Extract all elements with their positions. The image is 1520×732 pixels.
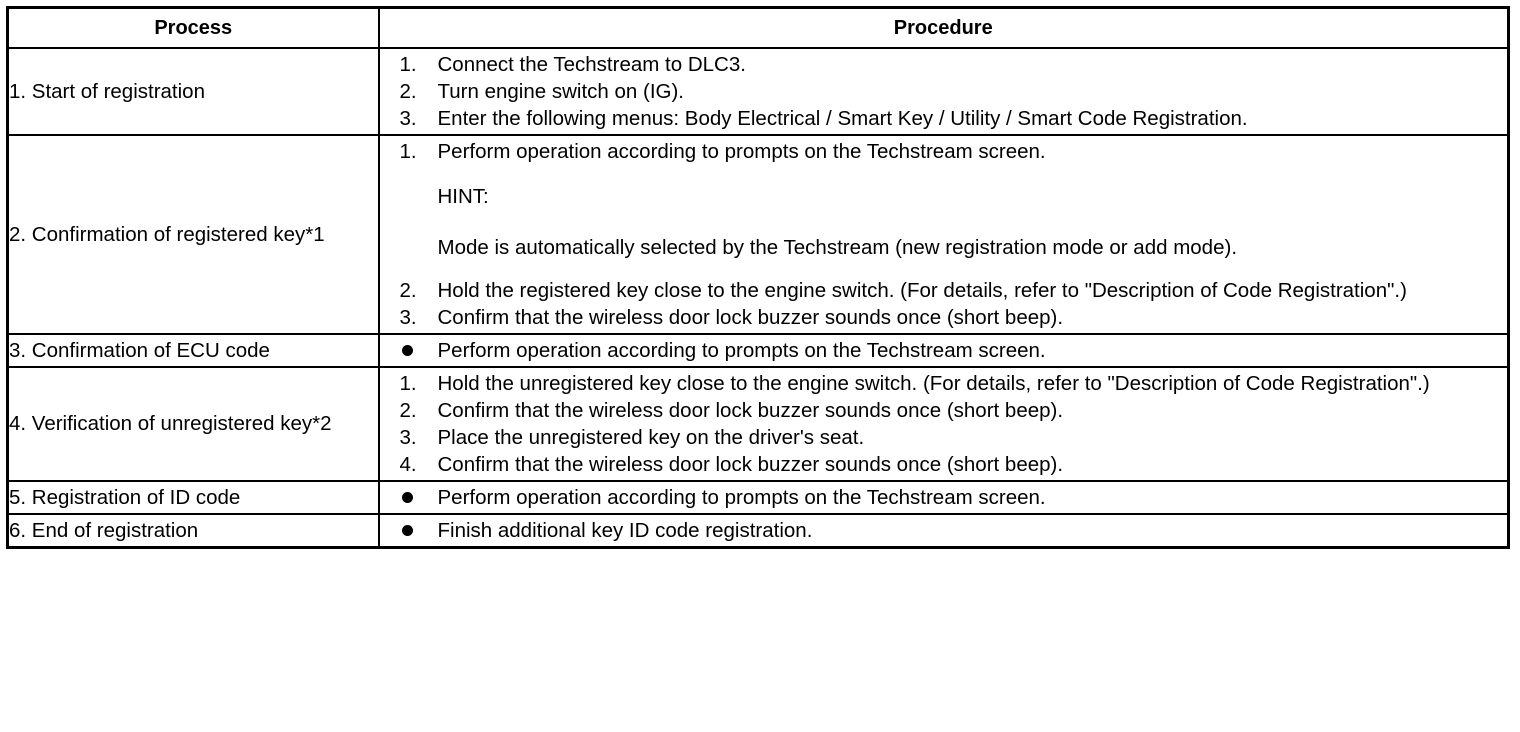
step-number: 3. [399, 306, 417, 329]
step-text: Finish additional key ID code registration. [437, 519, 813, 542]
step-text: Hold the unregistered key close to the engine switch. (For details, refer to "Description of Code Registration".) [437, 372, 1430, 395]
step-text: Place the unregistered key on the driver's seat. [437, 426, 865, 449]
process-cell: 6. End of registration [8, 514, 379, 548]
step-text: Connect the Techstream to DLC3. [437, 53, 746, 76]
step-text: Perform operation according to prompts on the Techstream screen. [437, 339, 1046, 362]
step-item [380, 519, 1508, 542]
step-text: Confirm that the wireless door lock buzzer sounds once (short beep). [437, 306, 1064, 329]
table-row [8, 48, 1509, 135]
process-cell: 1. Start of registration [8, 48, 379, 135]
process-column-header: Process [8, 8, 379, 49]
step-text: Perform operation according to prompts on the Techstream screen. [437, 140, 1046, 163]
step-number: 2. [399, 399, 417, 422]
step-item [380, 107, 1508, 130]
procedure-cell [379, 48, 1509, 135]
step-text: Enter the following menus: Body Electrical / Smart Key / Utility / Smart Code Registration. [437, 107, 1248, 130]
step-item [380, 53, 1508, 76]
step-number: 1. [399, 53, 417, 76]
step-item [380, 279, 1508, 302]
table-row [8, 367, 1509, 481]
header-row [8, 8, 1509, 49]
process-cell: 3. Confirmation of ECU code [8, 334, 379, 367]
step-text: Hold the registered key close to the engine switch. (For details, refer to "Description of Code Registration".) [437, 279, 1407, 302]
step-number: 2. [399, 80, 417, 103]
procedure-table [6, 6, 1510, 549]
step-number: 2. [399, 279, 417, 302]
step-item [380, 426, 1508, 449]
bullet-icon [402, 345, 413, 356]
procedure-cell [379, 367, 1509, 481]
step-item [380, 339, 1508, 362]
step-number: 1. [399, 372, 417, 395]
procedure-cell [379, 334, 1509, 367]
step-item [380, 306, 1508, 329]
bullet-icon [402, 525, 413, 536]
hint-text: Mode is automatically selected by the Techstream (new registration mode or add mode). [437, 236, 1238, 259]
table-row [8, 514, 1509, 548]
procedure-column-header: Procedure [379, 8, 1509, 49]
step-item [380, 80, 1508, 103]
process-cell: 5. Registration of ID code [8, 481, 379, 514]
table-row [8, 334, 1509, 367]
step-number: 3. [399, 107, 417, 130]
table-row [8, 135, 1509, 334]
process-cell: 2. Confirmation of registered key*1 [8, 135, 379, 334]
step-number: 4. [399, 453, 417, 476]
step-item [380, 486, 1508, 509]
step-item [380, 140, 1508, 163]
step-item [380, 399, 1508, 422]
procedure-cell [379, 135, 1509, 334]
procedure-cell [379, 481, 1509, 514]
step-item [380, 372, 1508, 395]
step-item [380, 453, 1508, 476]
step-text: Turn engine switch on (IG). [437, 80, 684, 103]
bullet-icon [402, 492, 413, 503]
step-number: 1. [399, 140, 417, 163]
procedure-cell [379, 514, 1509, 548]
hint-label: HINT: [437, 185, 489, 208]
step-text: Confirm that the wireless door lock buzzer sounds once (short beep). [437, 399, 1064, 422]
step-number: 3. [399, 426, 417, 449]
table-row [8, 481, 1509, 514]
process-cell: 4. Verification of unregistered key*2 [8, 367, 379, 481]
step-text: Perform operation according to prompts on the Techstream screen. [437, 486, 1046, 509]
step-text: Confirm that the wireless door lock buzzer sounds once (short beep). [437, 453, 1064, 476]
